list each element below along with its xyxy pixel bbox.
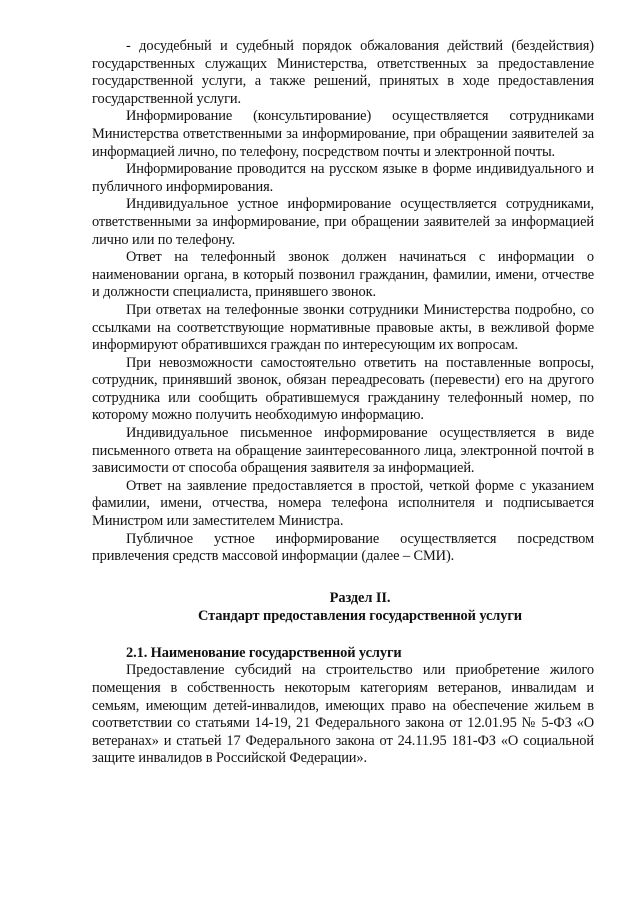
paragraph-response-form: Ответ на заявление предоставляется в простой, четкой форме с указанием фамилии, имени, отчества, номера телефона исполнителя и подписывается Министром или заместителем Министра. bbox=[92, 477, 594, 530]
paragraph-public-oral: Публичное устное информирование осуществляется посредством привлечения средств массовой информации (далее – СМИ). bbox=[92, 530, 594, 565]
paragraph-consulting: Информирование (консультирование) осуществляется сотрудниками Министерства ответственными за информирование, при обращении заявителей за информацией лично, по телефону, посредством почты и электронной почты. bbox=[92, 108, 594, 160]
subsection-heading: 2.1. Наименование государственной услуги bbox=[126, 644, 402, 661]
paragraph-individual-oral: Индивидуальное устное информирование осуществляется сотрудниками, ответственными за информирование, при обращении заявителей за информацией лично или по телефону. bbox=[92, 196, 594, 248]
section-title: Стандарт предоставления государственной услуги bbox=[198, 607, 522, 624]
section-number: Раздел II. bbox=[329, 589, 391, 606]
document-page bbox=[92, 38, 594, 768]
section-heading bbox=[92, 589, 594, 625]
paragraph-language: Информирование проводится на русском языке в форме индивидуального и публичного информирования. bbox=[92, 161, 594, 195]
paragraph-phone-calls: При ответах на телефонные звонки сотрудники Министерства подробно, со ссылками на соответствующие нормативные правовые акты, в вежливой форме информируют обратившихся граждан по интересующим их вопросам. bbox=[92, 301, 594, 354]
paragraph-phone-answer: Ответ на телефонный звонок должен начинаться с информации о наименовании органа, в который позвонил гражданин, фамилии, имени, отчестве и должности специалиста, принявшего звонок. bbox=[92, 249, 594, 301]
paragraph-written: Индивидуальное письменное информирование осуществляется в виде письменного ответа на обращение заинтересованного лица, электронной почтой в зависимости от способа обращения заявителя за информацией. bbox=[92, 425, 594, 477]
paragraph-redirect: При невозможности самостоятельно ответить на поставленные вопросы, сотрудник, принявший звонок, обязан переадресовать (перевести) его на другого сотрудника или сообщить обратившемуся гражданину телефонный номер, по которому можно получить необходимую информацию. bbox=[92, 354, 594, 424]
paragraph-appeal-procedure: - досудебный и судебный порядок обжалования действий (бездействия) государственных служащих Министерства, ответственных за предоставление государственной услуги, а также решений, принятых в ходе предоставления государственной услуги. bbox=[92, 38, 594, 107]
subsection-text: Предоставление субсидий на строительство или приобретение жилого помещения в собственность некоторым категориям ветеранов, инвалидам и семьям, имеющим детей-инвалидов, имеющих право на обеспечение жильем в соответствии со статьями 14-19, 21 Федерального закона от 12.01.95 № 5-ФЗ «О ветеранах» и статьей 17 Федерального закона от 24.11.95 181-ФЗ «О социальной защите инвалидов в Российской Федерации». bbox=[92, 662, 594, 767]
